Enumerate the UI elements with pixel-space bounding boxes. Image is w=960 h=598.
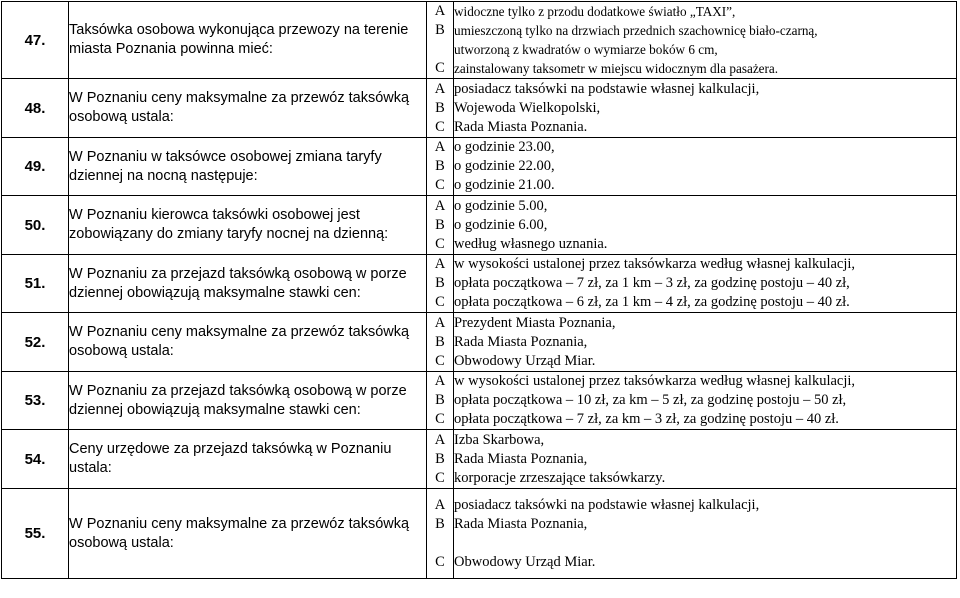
answer-letter: A — [434, 314, 446, 331]
answer-options — [454, 255, 957, 313]
question-row — [2, 313, 957, 372]
answer-options — [454, 79, 957, 138]
answer-letter: B — [435, 515, 445, 532]
answer-text: w wysokości ustalonej przez taksówkarza według własnej kalkulacji, — [454, 256, 856, 272]
question-row — [2, 79, 957, 138]
answer-letter: B — [435, 99, 445, 116]
answer-letters — [427, 79, 454, 138]
answer-options — [454, 196, 957, 255]
question-text: W Poznaniu ceny maksymalne za przewóz taksówką osobową ustala: — [69, 489, 427, 579]
answer-letter: B — [435, 450, 445, 467]
question-number: 52. — [2, 313, 69, 372]
answer-text: umieszczoną tylko na drzwiach przednich szachownicę biało-czarną, — [454, 23, 818, 38]
question-text: W Poznaniu za przejazd taksówką osobową w porze dziennej obowiązują maksymalne stawki cen: — [69, 372, 427, 430]
question-number: 48. — [2, 79, 69, 138]
answer-letter: C — [435, 235, 445, 252]
answer-text: Wojewoda Wielkopolski, — [454, 99, 601, 116]
answer-letter: C — [435, 177, 445, 193]
answer-letter: A — [434, 197, 446, 214]
question-row — [2, 372, 957, 430]
answer-letters — [427, 2, 454, 79]
questions-table-body — [2, 2, 957, 579]
spacer — [427, 534, 453, 553]
answer-letters — [427, 489, 454, 579]
answer-options — [454, 313, 957, 372]
question-text: Taksówka osobowa wykonująca przewozy na terenie miasta Poznania powinna mieć: — [69, 2, 427, 79]
answer-letters — [427, 138, 454, 196]
answer-letter: A — [434, 496, 446, 513]
question-number: 55. — [2, 489, 69, 579]
answer-text: Rada Miasta Poznania, — [454, 515, 588, 532]
question-number: 50. — [2, 196, 69, 255]
question-text: W Poznaniu kierowca taksówki osobowej jest zobowiązany do zmiany taryfy nocnej na dzienną: — [69, 196, 427, 255]
questions-table — [1, 1, 957, 579]
answer-text: opłata początkowa – 7 zł, za 1 km – 3 zł, za godzinę postoju – 40 zł, — [454, 275, 850, 291]
answer-letter: C — [435, 411, 445, 427]
answer-letters — [427, 430, 454, 489]
answer-text: Rada Miasta Poznania, — [454, 333, 588, 350]
answer-text: Rada Miasta Poznania. — [454, 118, 588, 135]
answer-letter: B — [435, 158, 445, 174]
question-number: 53. — [2, 372, 69, 430]
question-row — [2, 196, 957, 255]
question-text: W Poznaniu ceny maksymalne za przewóz taksówką osobową ustala: — [69, 79, 427, 138]
answer-text: Obwodowy Urząd Miar. — [454, 352, 596, 369]
question-number: 49. — [2, 138, 69, 196]
question-row — [2, 138, 957, 196]
answer-text: o godzinie 22.00, — [454, 158, 555, 174]
answer-letter: C — [435, 294, 445, 310]
question-row — [2, 489, 957, 579]
spacer — [454, 534, 956, 553]
answer-letter: C — [435, 60, 445, 76]
answer-letter: B — [435, 392, 445, 408]
answer-letter: B — [435, 275, 445, 291]
answer-text: o godzinie 6.00, — [454, 216, 548, 233]
answer-text: opłata początkowa – 7 zł, za km – 3 zł, za godzinę postoju – 40 zł. — [454, 411, 839, 427]
answer-text: Prezydent Miasta Poznania, — [454, 314, 616, 331]
answer-letter: A — [434, 256, 446, 272]
answer-text: posiadacz taksówki na podstawie własnej kalkulacji, — [454, 496, 760, 513]
question-number: 51. — [2, 255, 69, 313]
question-row — [2, 2, 957, 79]
question-row — [2, 255, 957, 313]
answer-text: opłata początkowa – 6 zł, za 1 km – 4 zł, za godzinę postoju – 40 zł. — [454, 294, 850, 310]
answer-letters — [427, 196, 454, 255]
answer-text: Izba Skarbowa, — [454, 431, 545, 448]
answer-options — [454, 2, 957, 79]
answer-letter: A — [434, 431, 446, 448]
answer-letter: B — [435, 22, 445, 38]
answer-options — [454, 430, 957, 489]
question-text: W Poznaniu ceny maksymalne za przewóz taksówką osobową ustala: — [69, 313, 427, 372]
answer-text: Obwodowy Urząd Miar. — [454, 553, 596, 570]
answer-text: zainstalowany taksometr w miejscu widocznym dla pasażera. — [454, 61, 779, 76]
question-text: Ceny urzędowe za przejazd taksówką w Poznaniu ustala: — [69, 430, 427, 489]
answer-text: według własnego uznania. — [454, 235, 608, 252]
answer-letters — [427, 313, 454, 372]
answer-letter: B — [435, 216, 445, 233]
answer-text: w wysokości ustalonej przez taksówkarza według własnej kalkulacji, — [454, 373, 856, 389]
answer-text: utworzoną z kwadratów o wymiarze boków 6 cm, — [454, 42, 718, 57]
answer-options — [454, 489, 957, 579]
answer-text: o godzinie 21.00. — [454, 177, 555, 193]
answer-letter: C — [435, 118, 445, 135]
answer-letter: C — [435, 469, 445, 486]
question-text: W Poznaniu za przejazd taksówką osobową w porze dziennej obowiązują maksymalne stawki cen: — [69, 255, 427, 313]
answer-letter: C — [435, 352, 445, 369]
question-text: W Poznaniu w taksówce osobowej zmiana taryfy dziennej na nocną następuje: — [69, 138, 427, 196]
question-number: 54. — [2, 430, 69, 489]
answer-text: Rada Miasta Poznania, — [454, 450, 588, 467]
answer-letters — [427, 372, 454, 430]
spacer — [427, 40, 453, 59]
answer-text: o godzinie 23.00, — [454, 139, 555, 155]
answer-text: korporacje zrzeszające taksówkarzy. — [454, 469, 666, 486]
question-row — [2, 430, 957, 489]
answer-letter: A — [434, 139, 446, 155]
answer-letter: C — [435, 553, 445, 570]
question-number: 47. — [2, 2, 69, 79]
answer-text: posiadacz taksówki na podstawie własnej kalkulacji, — [454, 80, 760, 97]
answer-letter: A — [434, 3, 446, 19]
answer-letters — [427, 255, 454, 313]
answer-options — [454, 138, 957, 196]
answer-text: widoczne tylko z przodu dodatkowe światło „TAXI”, — [454, 4, 736, 19]
answer-options — [454, 372, 957, 430]
answer-letter: A — [434, 373, 446, 389]
answer-letter: A — [434, 80, 446, 97]
answer-letter: B — [435, 333, 445, 350]
answer-text: o godzinie 5.00, — [454, 197, 548, 214]
answer-text: opłata początkowa – 10 zł, za km – 5 zł, za godzinę postoju – 50 zł, — [454, 392, 847, 408]
